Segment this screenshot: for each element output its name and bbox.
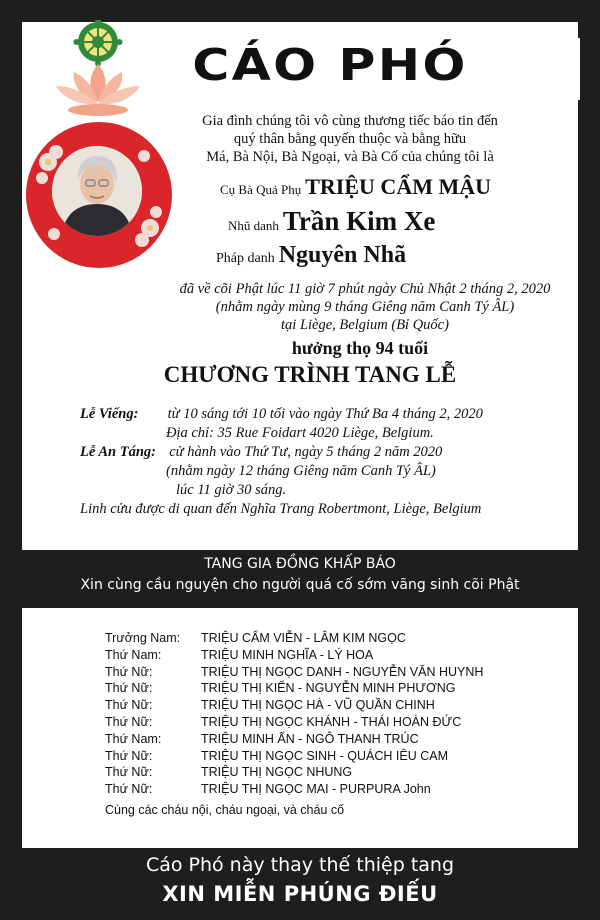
intro-text <box>160 112 540 166</box>
family-names: TRIỆU THỊ NGỌC NHUNG <box>201 765 353 780</box>
deceased-name-line <box>220 174 491 200</box>
dharma-name: Nguyên Nhã <box>278 242 407 268</box>
family-names: TRIỆU THỊ NGỌC SINH - QUÁCH IÊU CAM <box>201 748 449 763</box>
family-names: TRIỆU MINH NGHĨA - LÝ HOA <box>201 647 374 662</box>
family-role: Thứ Nữ: <box>105 748 153 763</box>
family-list <box>105 631 483 799</box>
passing-line: (nhằm ngày mùng 9 tháng Giêng năm Canh Tý ÂL) <box>215 299 515 315</box>
lotus-dharma-wheel-icon <box>50 20 146 120</box>
family-row <box>105 765 483 782</box>
family-names: TRIỆU THỊ KIỂN - NGUYỄN MINH PHƯƠNG <box>201 681 456 696</box>
program-title: CHƯƠNG TRÌNH TANG LỄ <box>163 362 457 387</box>
family-role: Thứ Nam: <box>105 731 162 746</box>
family-role: Trưởng Nam: <box>105 631 181 645</box>
viewing-label: Lễ Viếng: <box>80 406 139 422</box>
family-row <box>105 631 483 648</box>
family-names: TRIỆU THỊ NGỌC MAI - PURPURA John <box>201 782 431 797</box>
passing-line: đã về cõi Phật lúc 11 giờ 7 phút ngày Chủ Nhật 2 tháng 2, 2020 <box>179 281 551 297</box>
burial-lunar-date: (nhằm ngày 12 tháng Giêng năm Canh Tý ÂL) <box>166 463 436 479</box>
footer-notice <box>0 848 600 920</box>
no-condolence-gifts: XIN MIỄN PHÚNG ĐIẾU <box>162 882 438 906</box>
family-names: TRIỆU THỊ NGỌC HÀ - VŨ QUẦN CHINH <box>201 698 435 713</box>
family-role: Thứ Nữ: <box>105 681 153 696</box>
maiden-name: Trần Kim Xe <box>282 206 436 236</box>
dharma-label: Pháp danh <box>216 251 275 266</box>
family-names: TRIỆU THỊ NGỌC KHÁNH - THÁI HOÀN ĐỨC <box>201 714 462 729</box>
viewing-time: từ 10 sáng tới 10 tối vào ngày Thứ Ba 4 tháng 2, 2020 <box>167 406 483 422</box>
intro-line: quý thân bằng quyến thuộc và bằng hữu <box>233 131 467 147</box>
passing-details <box>160 280 570 334</box>
family-role: Thứ Nữ: <box>105 664 153 679</box>
viewing-address: Địa chỉ: 35 Rue Foidart 4020 Liège, Belgium. <box>166 425 434 441</box>
family-row <box>105 749 483 766</box>
family-role: Thứ Nam: <box>105 647 162 662</box>
family-role: Thứ Nữ: <box>105 765 153 780</box>
burial-line <box>80 444 442 461</box>
family-role: Thứ Nữ: <box>105 714 153 729</box>
family-row <box>105 698 483 715</box>
intro-line: Gia đình chúng tôi vô cùng thương tiếc báo tin đến <box>202 113 498 129</box>
family-row <box>105 715 483 732</box>
family-row <box>105 782 483 799</box>
burial-label: Lễ An Táng: <box>80 444 156 460</box>
page-title: CÁO PHÓ <box>192 40 468 91</box>
mourning-banner <box>22 550 578 608</box>
viewing-line <box>80 406 483 423</box>
banner-prayer: Xin cùng cầu nguyện cho người quá cố sớm vãng sinh cõi Phật <box>80 577 520 593</box>
family-row <box>105 732 483 749</box>
intro-line: Má, Bà Nội, Bà Ngoại, và Bà Cố của chúng tôi là <box>206 149 494 165</box>
family-names: TRIỆU THỊ NGỌC DANH - NGUYỄN VĂN HUYNH <box>201 664 484 679</box>
family-role: Thứ Nữ: <box>105 698 153 713</box>
family-names: TRIỆU MINH ẤN - NGÔ THANH TRÚC <box>201 731 419 746</box>
family-footer: Cùng các cháu nội, cháu ngoại, và cháu cố <box>105 803 345 817</box>
dharma-name-line <box>216 242 406 269</box>
age-text: hưởng thọ 94 tuổi <box>291 338 429 358</box>
passing-line: tại Liège, Belgium (Bỉ Quốc) <box>281 317 449 333</box>
title-label: Cụ Bà Quả Phụ <box>220 182 302 197</box>
deceased-name: TRIỆU CẨM MẬU <box>305 174 492 199</box>
family-row <box>105 681 483 698</box>
family-role: Thứ Nữ: <box>105 782 153 797</box>
maiden-label: Nhũ danh <box>228 218 279 233</box>
burial-time: cử hành vào Thứ Tư, ngày 5 tháng 2 năm 2020 <box>169 444 443 460</box>
family-names: TRIỆU CẨM VIỄN - LÂM KIM NGỌC <box>201 631 406 645</box>
family-row <box>105 648 483 665</box>
casket-transfer: Linh cửu được di quan đến Nghĩa Trang Robertmont, Liège, Belgium <box>80 501 482 517</box>
maiden-name-line <box>228 206 435 237</box>
portrait-photo <box>52 146 142 236</box>
burial-hour: lúc 11 giờ 30 sáng. <box>176 482 287 498</box>
family-row <box>105 665 483 682</box>
footer-line: Cáo Phó này thay thế thiệp tang <box>145 854 455 876</box>
banner-heading: TANG GIA ĐỒNG KHẤP BÁO <box>204 556 396 572</box>
